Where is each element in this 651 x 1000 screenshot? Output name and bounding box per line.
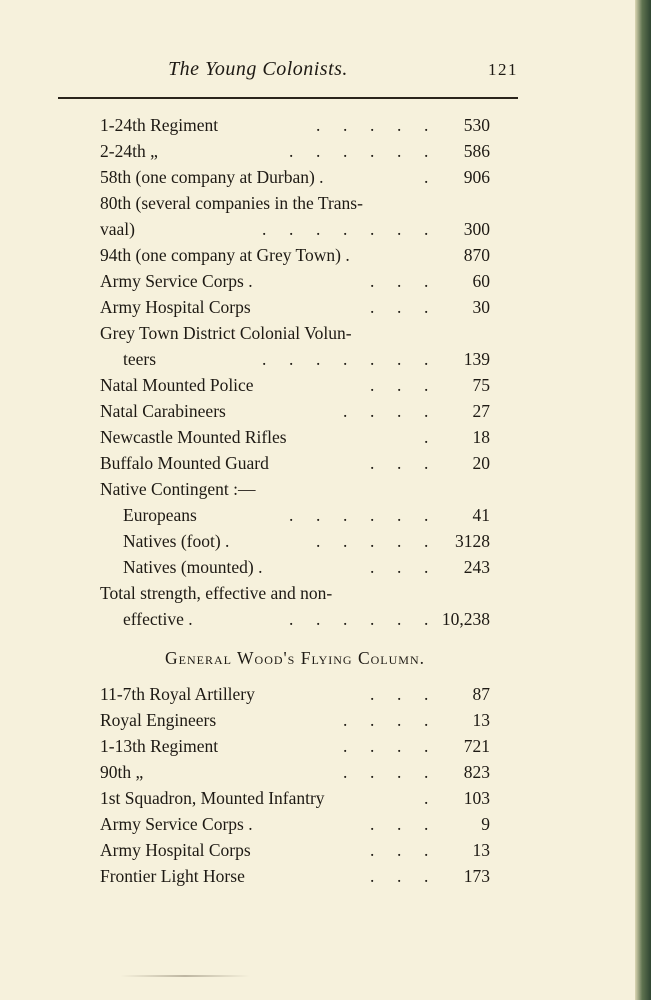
table-row [100,320,490,346]
table-row: 2-24th „ . . . . . . 586 [100,138,490,164]
table-row: 58th (one company at Durban) . . 906 [100,164,490,190]
entry-label: effective . [123,609,193,629]
page-smudge [120,975,250,977]
entry-value: 60 [472,271,490,291]
entry-value: 870 [463,245,490,265]
entry-label: Army Hospital Corps [100,840,251,860]
entry-value: 27 [472,401,490,421]
entry-value: 139 [463,349,490,369]
table-row: Army Service Corps . . . . 60 [100,268,490,294]
table-row: Natal Carabineers . . . . 27 [100,398,490,424]
entry-label: Total strength, effective and non- [100,583,333,603]
entry-label: 90th „ [100,762,144,782]
entry-label: Frontier Light Horse [100,866,245,886]
entry-label: Buffalo Mounted Guard [100,453,269,473]
entry-label: Newcastle Mounted Rifles [100,427,287,447]
entry-value: 18 [472,427,490,447]
entry-value: 721 [463,736,490,756]
entry-label: Native Contingent :— [100,479,256,499]
page-number: 121 [488,60,518,79]
table-row: 11-7th Royal Artillery . . . 87 [100,681,490,707]
entry-label: Army Service Corps . [100,814,253,834]
entry-label: Natives (foot) . [123,531,230,551]
entry-label: vaal) [100,219,135,239]
entry-label: Natal Mounted Police [100,375,254,395]
table-row: Natal Mounted Police . . . 75 [100,372,490,398]
entry-value: 75 [472,375,490,395]
entry-value: 10,238 [441,609,490,629]
entry-value: 3128 [455,531,490,551]
entry-value: 906 [463,167,490,187]
entry-value: 586 [463,141,490,161]
entry-label: Grey Town District Colonial Volun- [100,323,352,343]
entry-value: 13 [472,840,490,860]
table-row: Army Hospital Corps . . . 13 [100,837,490,863]
entry-value: 103 [463,788,490,808]
entry-label: Army Service Corps . [100,271,253,291]
table-row: 90th „ . . . . 823 [100,759,490,785]
table-row: teers . . . . . . . 139 [100,346,490,372]
table-row: 1-13th Regiment . . . . 721 [100,733,490,759]
entry-label: Europeans [123,505,197,525]
table-row: Royal Engineers . . . . 13 [100,707,490,733]
section-heading: General Wood's Flying Column. [164,648,426,668]
entry-value: 13 [472,710,490,730]
flying-column-list [100,681,490,889]
table-row: vaal) . . . . . . . 300 [100,216,490,242]
table-row: Europeans . . . . . . 41 [100,502,490,528]
table-row [100,190,490,216]
entry-label: Army Hospital Corps [100,297,251,317]
table-row [100,476,490,502]
table-row: Frontier Light Horse . . . 173 [100,863,490,889]
entry-label: Natives (mounted) . [123,557,263,577]
table-row: Army Hospital Corps . . . 30 [100,294,490,320]
entry-label: 11-7th Royal Artillery [100,684,255,704]
entry-label: Royal Engineers [100,710,217,730]
table-row: Natives (mounted) . . . . 243 [100,554,490,580]
entry-label: 1st Squadron, Mounted Infantry [100,788,325,808]
entry-value: 20 [472,453,490,473]
entry-label: Natal Carabineers [100,401,226,421]
entry-value: 30 [472,297,490,317]
entry-value: 41 [472,505,490,525]
troop-list [100,112,490,632]
entry-value: 173 [463,866,490,886]
table-row: Newcastle Mounted Rifles . 18 [100,424,490,450]
table-row: Natives (foot) . . . . . . 3128 [100,528,490,554]
header-rule [58,97,518,99]
entry-value: 9 [481,814,490,834]
entry-value: 87 [472,684,490,704]
entry-label: 1-24th Regiment [100,115,219,135]
entry-value: 823 [463,762,490,782]
entry-label: 80th (several companies in the Trans- [100,193,363,213]
entry-value: 243 [463,557,490,577]
table-row [100,580,490,606]
entry-value: 530 [463,115,490,135]
running-title: The Young Colonists. [168,58,348,80]
entry-label: 58th (one company at Durban) . [100,167,324,187]
table-row [100,242,490,268]
entry-label: teers [123,349,157,369]
entry-value: 300 [463,219,490,239]
table-row: Army Service Corps . . . . 9 [100,811,490,837]
table-row: 1-24th Regiment . . . . . 530 [100,112,490,138]
running-header [58,58,518,90]
table-row: effective . . . . . . . 10,238 [100,606,490,632]
page-edge [635,0,651,1000]
table-row: 1st Squadron, Mounted Infantry . 103 [100,785,490,811]
entry-label: 2-24th „ [100,141,158,161]
entry-label: 94th (one company at Grey Town) . [100,245,350,265]
table-row: Buffalo Mounted Guard . . . 20 [100,450,490,476]
entry-label: 1-13th Regiment [100,736,219,756]
